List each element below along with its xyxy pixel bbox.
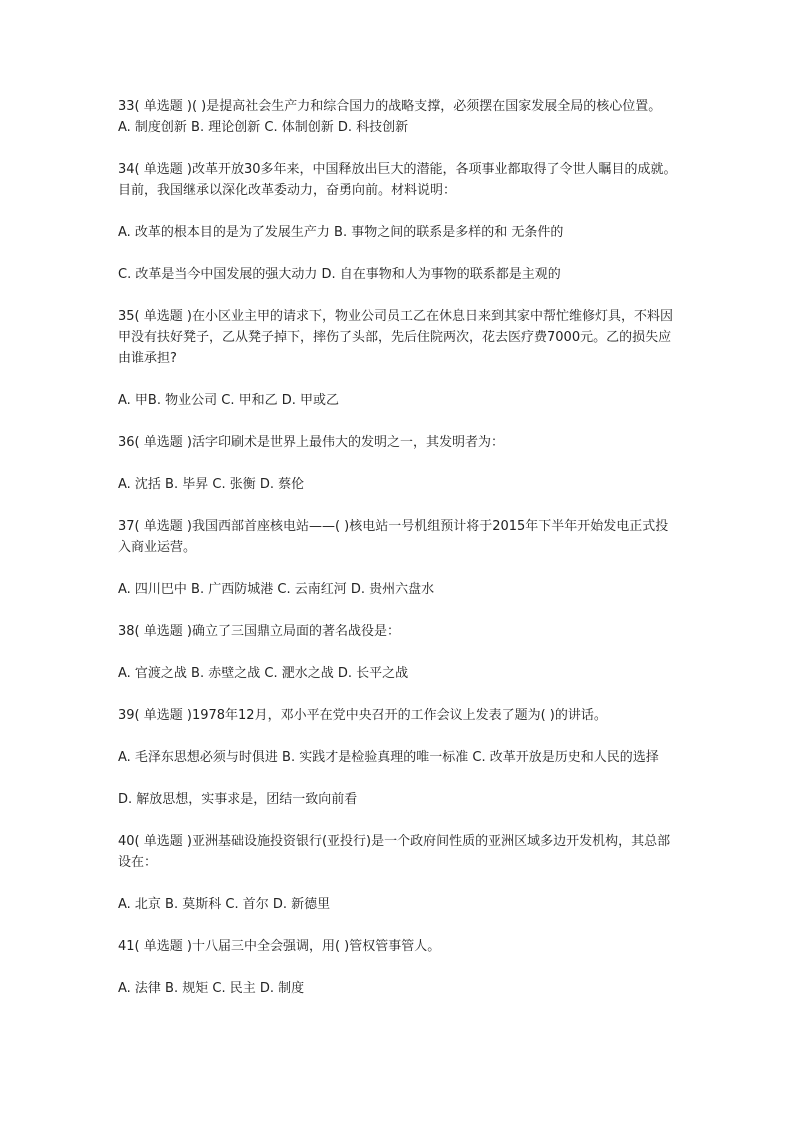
question-34: 34( 单选题 )改革开放30多年来，中国释放出巨大的潜能，各项事业都取得了令世人瞩目的成就。目前，我国继承以深化改革委动力，奋勇向前。材料说明： [118,162,677,198]
question-39-option-d: D. 解放思想，实事求是，团结一致向前看 [118,792,358,807]
document-body [118,96,678,999]
question-35: 35( 单选题 )在小区业主甲的请求下，物业公司员工乙在休息日来到其家中帮忙维修灯具，不料因甲没有扶好凳子，乙从凳子掉下，摔伤了头部，先后住院两次，花去医疗费7000元。乙的损失应由谁承担? [118,309,673,366]
question-40-options: A. 北京 B. 莫斯科 C. 首尔 D. 新德里 [118,897,331,912]
question-34-options-ab: A. 改革的根本目的是为了发展生产力 B. 事物之间的联系是多样的和 无条件的 [118,225,564,240]
question-39-options-abc: A. 毛泽东思想必须与时俱进 B. 实践才是检验真理的唯一标准 C. 改革开放是历史和人民的选择 [118,750,659,765]
question-35-options: A. 甲B. 物业公司 C. 甲和乙 D. 甲或乙 [118,393,339,408]
question-41-options: A. 法律 B. 规矩 C. 民主 D. 制度 [118,981,305,996]
question-34-options-cd: C. 改革是当今中国发展的强大动力 D. 自在事物和人为事物的联系都是主观的 [118,267,561,282]
question-37-options: A. 四川巴中 B. 广西防城港 C. 云南红河 D. 贵州六盘水 [118,582,435,597]
question-37: 37( 单选题 )我国西部首座核电站——( )核电站一号机组预计将于2015年下半年开始发电正式投入商业运营。 [118,519,669,555]
question-38-options: A. 官渡之战 B. 赤壁之战 C. 淝水之战 D. 长平之战 [118,666,409,681]
question-41: 41( 单选题 )十八届三中全会强调，用( )管权管事管人。 [118,939,441,954]
question-38: 38( 单选题 )确立了三国鼎立局面的著名战役是： [118,624,400,639]
question-33: 33( 单选题 )( )是提高社会生产力和综合国力的战略支撑，必须摆在国家发展全局的核心位置。 A. 制度创新 B. 理论创新 C. 体制创新 D. 科技创新 [118,99,662,135]
question-40: 40( 单选题 )亚洲基础设施投资银行(亚投行)是一个政府间性质的亚洲区域多边开发机构，其总部设在： [118,834,671,870]
question-36-options: A. 沈括 B. 毕昇 C. 张衡 D. 蔡伦 [118,477,305,492]
question-39: 39( 单选题 )1978年12月，邓小平在党中央召开的工作会议上发表了题为( )的讲话。 [118,708,607,723]
question-36: 36( 单选题 )活字印刷术是世界上最伟大的发明之一，其发明者为： [118,435,504,450]
